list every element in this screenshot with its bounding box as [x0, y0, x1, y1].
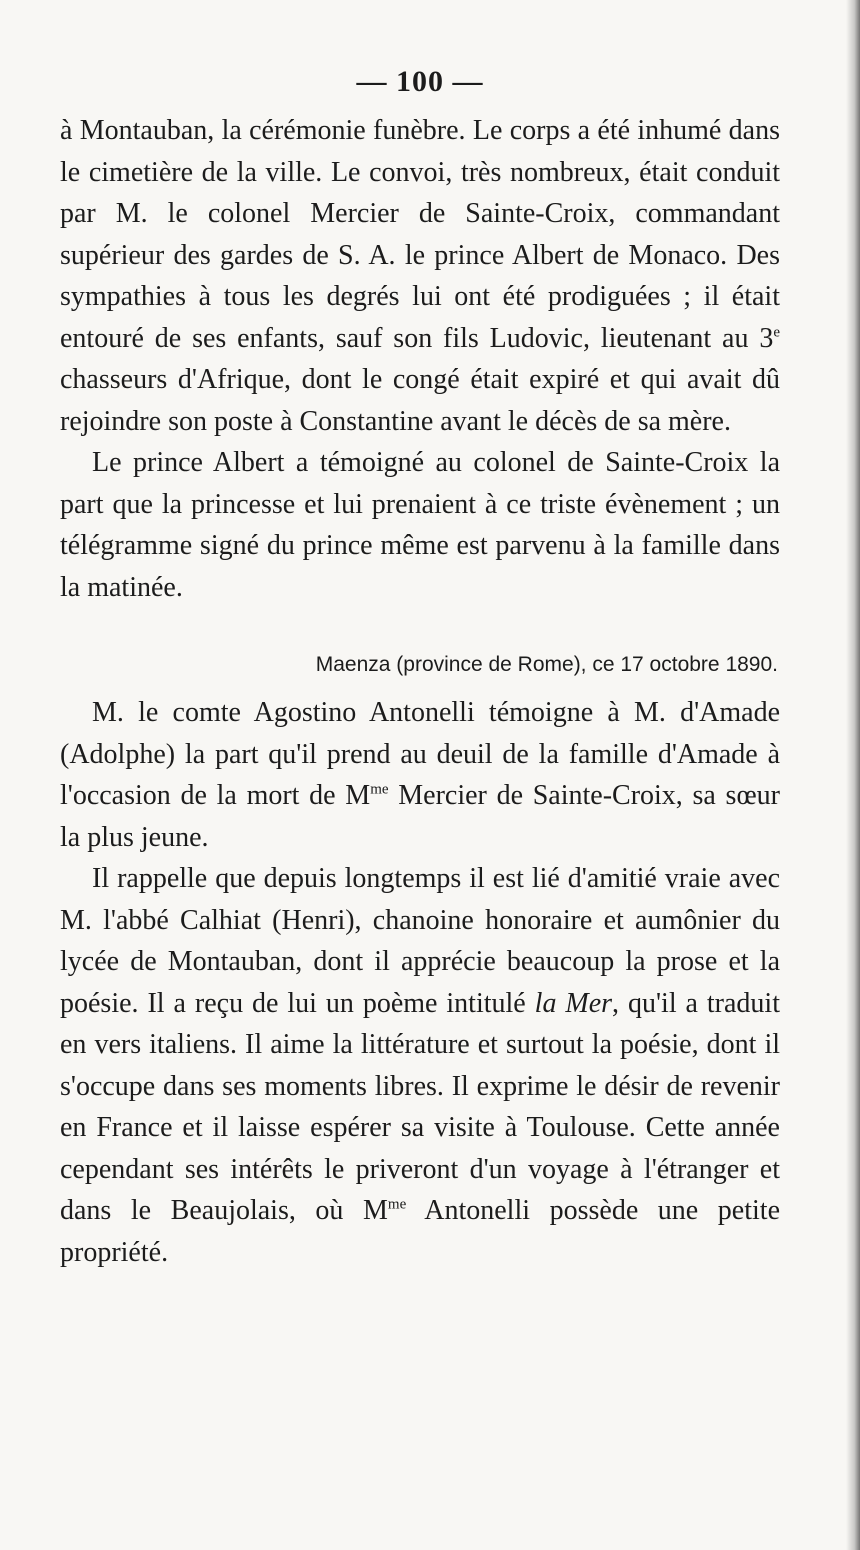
title-superscript: me: [370, 781, 389, 798]
paragraph-4-text-mid: , qu'il a traduit en vers italiens. Il aime la littérature et surtout la poésie, dont il s'occupe dans ses moments libres. Il exprime le désir de revenir en France et il laisse espérer sa visite à Toulouse. Cette année cependant ses intérêts le priveront d'un voyage à l'étranger et dans le Beaujolais, où M: [60, 987, 780, 1226]
paragraph-3: [60, 692, 780, 858]
page-number: — 100 —: [356, 65, 484, 98]
paragraph-1-text-end: chasseurs d'Afrique, dont le congé était expiré et qui avait dû rejoindre son poste à Constantine avant le décès de sa mère.: [60, 364, 780, 437]
paragraph-1-text: à Montauban, la cérémonie funèbre. Le corps a été inhumé dans le cimetière de la ville. Le convoi, très nombreux, était conduit par M. le colonel Mercier de Sainte-Croix, commandant supérieur des gardes de S. A. le prince Albert de Monaco. Des sympathies à tous les degrés lui ont été prodiguées ; il était entouré de ses enfants, sauf son fils Ludovic, lieutenant au 3: [60, 115, 780, 354]
paragraph-1: [60, 110, 780, 442]
page-edge-shadow: [846, 0, 860, 1550]
poem-title: la Mer: [534, 987, 613, 1019]
title-superscript: me: [387, 1196, 407, 1213]
paragraph-3-text: M. le comte Agostino Antonelli témoigne à M. d'Amade (Adolphe) la part qu'il prend au deuil de la famille d'Amade à l'occasion de la mort de M: [60, 697, 780, 811]
paragraph-4-text-end: Antonelli possède une petite propriété.: [60, 1195, 780, 1268]
paragraph-4: [60, 858, 780, 1273]
ordinal-superscript: e: [773, 324, 780, 341]
paragraph-4-text: Il rappelle que depuis longtemps il est lié d'amitié vraie avec M. l'abbé Calhiat (Henri), chanoine honoraire et aumônier du lycée de Montauban, dont il apprécie beaucoup la prose et la poésie. Il a reçu de lui un poème intitulé: [60, 863, 780, 1019]
paragraph-3-text-end: Mercier de Sainte-Croix, sa sœur la plus jeune.: [60, 780, 780, 853]
dateline: Maenza (province de Rome), ce 17 octobre 1890.: [315, 653, 778, 676]
paragraph-2: [60, 442, 780, 608]
page-content: [60, 62, 780, 1273]
paragraph-2-text: Le prince Albert a témoigné au colonel de Sainte-Croix la part que la princesse et lui prenaient à ce triste évènement ; un télégramme signé du prince même est parvenu à la famille dans la matinée.: [60, 447, 780, 603]
